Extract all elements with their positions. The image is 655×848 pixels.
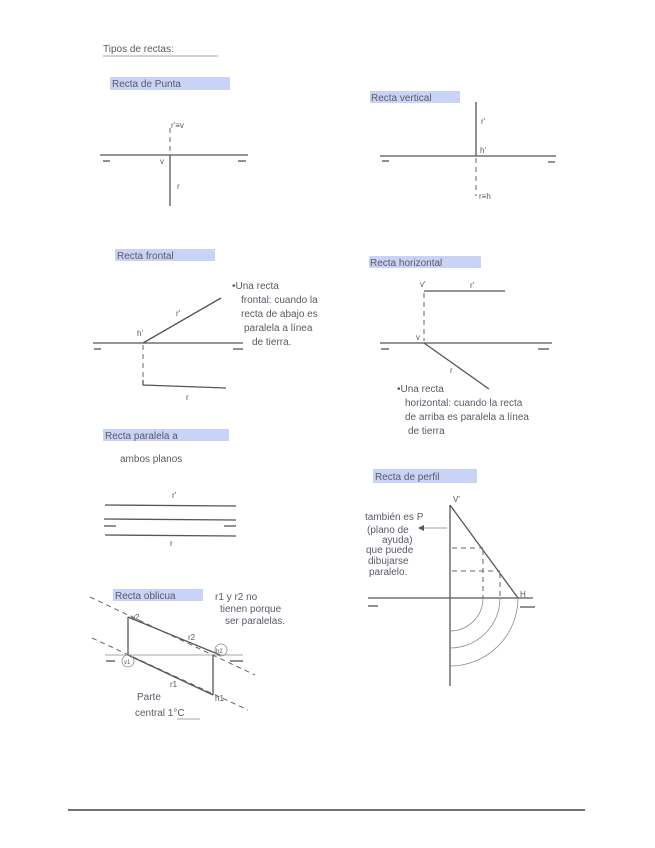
svg-text:•Una recta: •Una recta [232,281,279,292]
svg-text:r1 y r2 no: r1 y r2 no [215,592,258,603]
heading: Recta vertical [371,93,432,104]
footer: Parte [137,692,161,703]
section-recta-perfil [365,469,535,686]
note [397,384,529,437]
svg-text:que puede: que puede [366,545,414,556]
label: r1 [170,680,178,689]
label: r [186,393,189,402]
heading: Recta paralela a [105,431,178,442]
svg-text:de arriba es paralela a línea: de arriba es paralela a línea [405,412,529,423]
label: v' [420,280,426,289]
section-recta-punta [100,77,248,206]
svg-text:también es P: también es P [365,512,424,523]
heading: Recta de Punta [112,79,181,90]
svg-text:frontal: cuando la: frontal: cuando la [241,295,318,306]
label: r [450,366,453,375]
note [232,281,318,348]
label: r' [172,491,177,500]
label: V' [453,495,460,504]
svg-text:ser paralelas.: ser paralelas. [225,616,286,627]
label: r'≡v [171,121,184,130]
label: r2 [188,633,196,642]
svg-text:paralelo.: paralelo. [369,567,408,578]
label: h' [480,146,486,155]
label: H [520,590,526,599]
svg-text:de tierra.: de tierra. [252,337,292,348]
label: v1 [124,660,131,666]
label: r [177,182,180,191]
svg-text:(plano de: (plano de [367,525,409,536]
label: r' [176,309,181,318]
label: r≡h [479,192,491,201]
svg-text:horizontal: cuando la recta: horizontal: cuando la recta [405,398,523,409]
heading: Recta horizontal [370,258,443,269]
page-title: Tipos de rectas: [103,44,174,55]
subheading: ambos planos [120,454,183,465]
svg-text:recta de abajo es: recta de abajo es [241,309,318,320]
section-recta-frontal [93,249,318,402]
label: h' [137,329,143,338]
label: h2 [216,649,223,655]
section-recta-paralela [103,429,236,548]
svg-text:tienen porque: tienen porque [220,604,282,615]
heading: Recta frontal [117,251,174,262]
label: v2 [131,613,140,622]
heading: Recta de perfil [375,472,440,483]
svg-text:ayuda): ayuda) [382,535,413,546]
note [365,512,424,578]
footer: central 1°C [135,708,185,719]
label: r' [481,117,486,126]
svg-text:dibujarse: dibujarse [368,556,409,567]
label: v [160,157,164,166]
note [215,592,285,627]
svg-text:paralela a línea: paralela a línea [244,323,313,334]
section-recta-vertical [370,91,556,201]
svg-text:de tierra: de tierra [408,426,445,437]
section-recta-oblicua [90,589,285,719]
label: r [170,539,173,548]
heading: Recta oblicua [115,591,176,602]
label: v [416,333,420,342]
label: h1 [215,694,224,703]
section-recta-horizontal [369,256,552,437]
svg-text:•Una recta: •Una recta [397,384,444,395]
label: r' [470,281,475,290]
